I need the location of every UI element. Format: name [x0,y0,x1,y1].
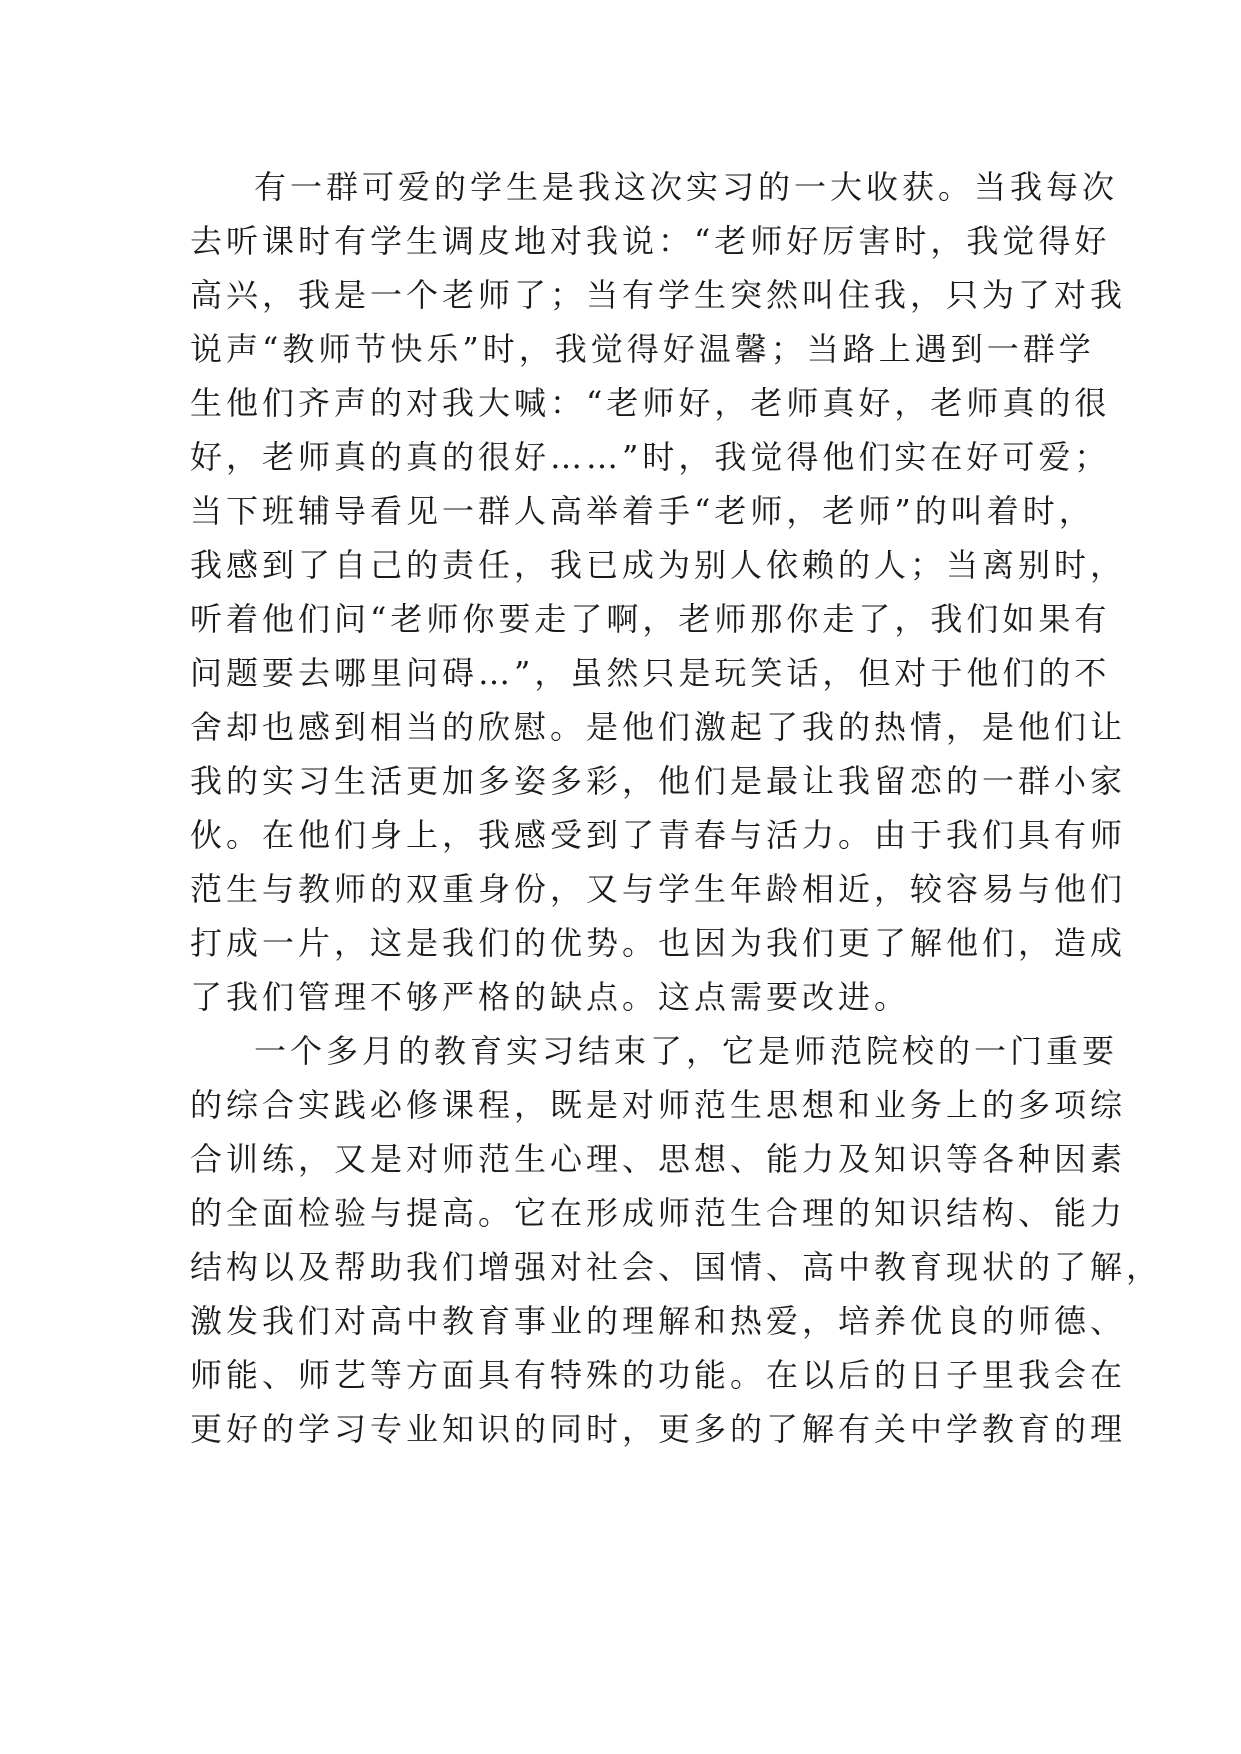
document-body [190,160,1163,1456]
paragraph-2-line-1: 一个多月的教育实习结束了，它是师范院校的一门重要 [254,1032,1119,1070]
paragraph-2-line-5: 结构以及帮助我们增强对社会、国情、高中教育现状的了解， [190,1248,1163,1286]
paragraph-1-line-7: 当下班辅导看见一群人高举着手“老师，老师”的叫着时， [190,492,1095,530]
paragraph-1-line-3: 高兴，我是一个老师了；当有学生突然叫住我，只为了对我 [190,276,1127,314]
paragraph-1-line-11: 舍却也感到相当的欣慰。是他们激起了我的热情，是他们让 [190,708,1127,746]
paragraph-1-line-13: 伙。在他们身上，我感受到了青春与活力。由于我们具有师 [190,816,1127,854]
paragraph-2-line-6: 激发我们对高中教育事业的理解和热爱，培养优良的师德、 [190,1302,1127,1340]
paragraph-2-line-4: 的全面检验与提高。它在形成师范生合理的知识结构、能力 [190,1194,1127,1232]
paragraph-1-line-1: 有一群可爱的学生是我这次实习的一大收获。当我每次 [254,168,1119,206]
paragraph-2-line-2: 的综合实践必修课程，既是对师范生思想和业务上的多项综 [190,1086,1127,1124]
paragraph-1-line-8: 我感到了自己的责任，我已成为别人依赖的人；当离别时， [190,546,1127,584]
paragraph-2-line-7: 师能、师艺等方面具有特殊的功能。在以后的日子里我会在 [190,1356,1127,1394]
paragraph-1-line-15: 打成一片，这是我们的优势。也因为我们更了解他们，造成 [190,924,1127,962]
paragraph-1-line-12: 我的实习生活更加多姿多彩，他们是最让我留恋的一群小家 [190,762,1127,800]
paragraph-1-line-5: 生他们齐声的对我大喊：“老师好，老师真好，老师真的很 [190,384,1111,422]
paragraph-1-line-9: 听着他们问“老师你要走了啊，老师那你走了，我们如果有 [190,600,1111,638]
paragraph-2-line-3: 合训练，又是对师范生心理、思想、能力及知识等各种因素 [190,1140,1127,1178]
paragraph-1-line-10: 问题要去哪里问碍…”，虽然只是玩笑话，但对于他们的不 [190,654,1111,692]
paragraph-1-line-4: 说声“教师节快乐”时，我觉得好温馨；当路上遇到一群学 [190,330,1095,368]
paragraph-1-line-6: 好，老师真的真的很好……”时，我觉得他们实在好可爱； [190,438,1111,476]
paragraph-1-line-2: 去听课时有学生调皮地对我说：“老师好厉害时，我觉得好 [190,222,1111,260]
paragraph-1-line-14: 范生与教师的双重身份，又与学生年龄相近，较容易与他们 [190,870,1127,908]
paragraph-2-line-8: 更好的学习专业知识的同时，更多的了解有关中学教育的理 [190,1410,1127,1448]
paragraph-1-line-16: 了我们管理不够严格的缺点。这点需要改进。 [190,978,911,1016]
